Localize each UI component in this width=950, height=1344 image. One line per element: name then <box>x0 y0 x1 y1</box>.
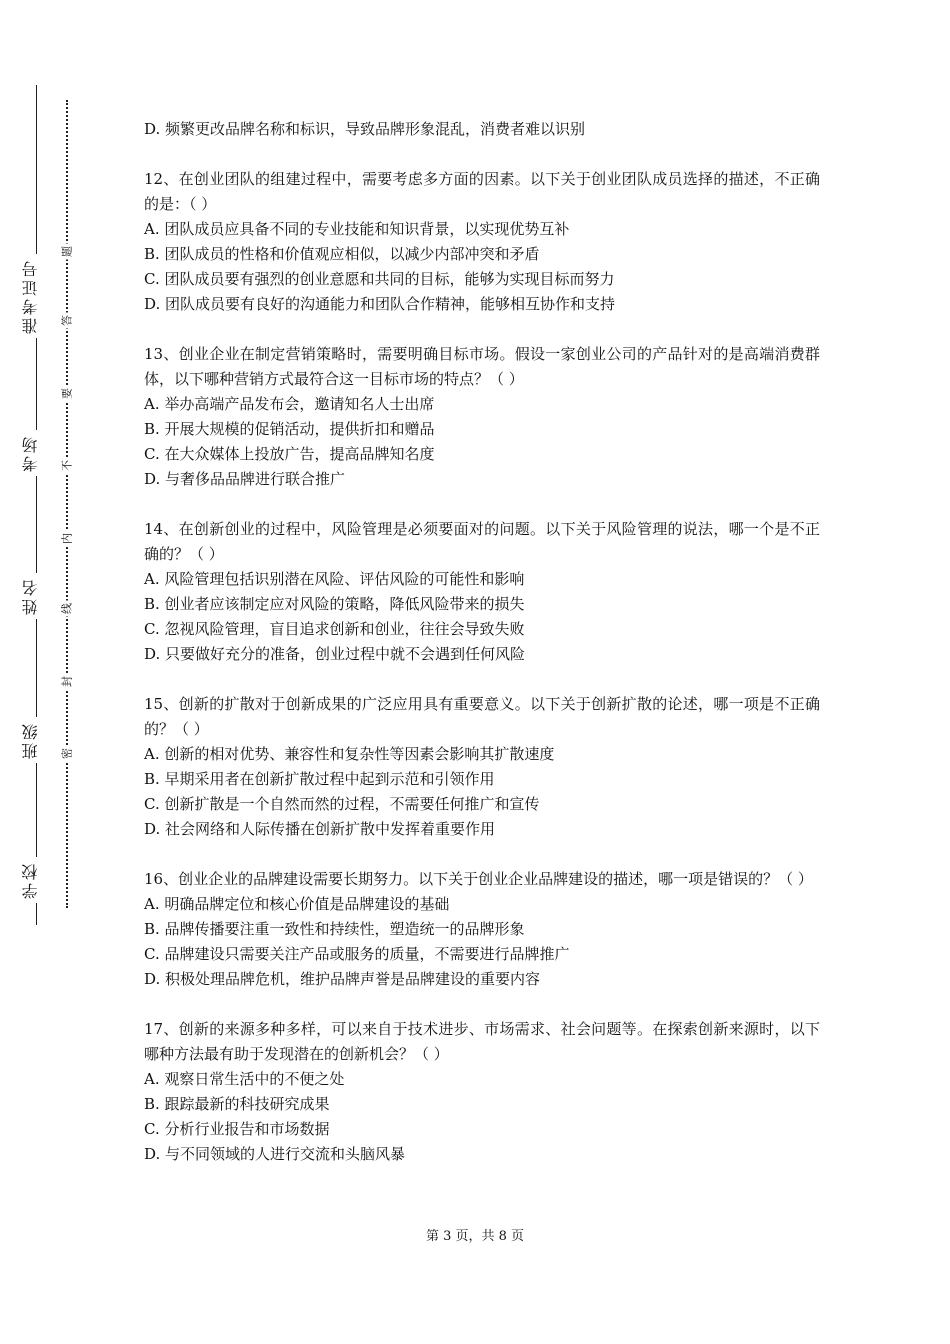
option-d: D. 只要做好充分的准备，创业过程中就不会遇到任何风险 <box>144 645 526 663</box>
question-13 <box>144 342 820 492</box>
exam-room-label: 考场 <box>22 430 50 476</box>
seal-word: 封 <box>60 674 75 690</box>
class-label: 班级 <box>22 717 50 763</box>
option-d: D. 社会网络和人际传播在创新扩散中发挥着重要作用 <box>144 820 496 838</box>
question-stem: 14、在创新创业的过程中，风险管理是必须要面对的问题。以下关于风险管理的说法，哪一个是不正确的？（ ） <box>144 520 820 563</box>
option-b: B. 早期采用者在创新扩散过程中起到示范和引领作用 <box>144 770 495 788</box>
question-14 <box>144 517 820 667</box>
school-label: 学校 <box>22 857 50 903</box>
seal-word: 要 <box>60 386 75 402</box>
question-16 <box>144 867 820 992</box>
question-stem: 12、在创业团队的组建过程中，需要考虑多方面的因素。以下关于创业团队成员选择的描述，不正确的是：（ ） <box>144 170 820 213</box>
option-c: C. 团队成员要有强烈的创业意愿和共同的目标，能够为实现目标而努力 <box>144 270 615 288</box>
binding-margin <box>0 0 100 1344</box>
option-a: A. 举办高端产品发布会，邀请知名人士出席 <box>144 395 435 413</box>
option-b: B. 创业者应该制定应对风险的策略，降低风险带来的损失 <box>144 595 525 613</box>
student-name-label: 姓名 <box>22 573 50 619</box>
margin-dotted-line <box>66 100 68 908</box>
question-stem: 17、创新的来源多种多样，可以来自于技术进步、市场需求、社会问题等。在探索创新来源时，以下哪种方法最有助于发现潜在的创新机会？（ ） <box>144 1020 820 1063</box>
seal-word: 线 <box>60 601 75 617</box>
option-c: C. 在大众媒体上投放广告，提高品牌知名度 <box>144 445 435 463</box>
question-stem: 16、创业企业的品牌建设需要长期努力。以下关于创业企业品牌建设的描述，哪一项是错误的？（ ） <box>144 870 813 888</box>
exam-content <box>144 117 820 1192</box>
option-d: D. 与奢侈品品牌进行联合推广 <box>144 470 346 488</box>
question-17 <box>144 1017 820 1167</box>
seal-word: 题 <box>60 244 75 260</box>
page-number: 第 3 页，共 8 页 <box>425 1229 525 1244</box>
seal-word: 密 <box>60 746 75 762</box>
option-b: B. 品牌传播要注重一致性和持续性，塑造统一的品牌形象 <box>144 920 525 938</box>
seal-word: 不 <box>60 458 75 474</box>
option-a: A. 团队成员应具备不同的专业技能和知识背景，以实现优势互补 <box>144 220 570 238</box>
option-c: C. 分析行业报告和市场数据 <box>144 1120 330 1138</box>
option-a: A. 创新的相对优势、兼容性和复杂性等因素会影响其扩散速度 <box>144 745 555 763</box>
option-d: D. 与不同领域的人进行交流和头脑风暴 <box>144 1145 406 1163</box>
exam-number-label: 准考证号 <box>22 254 50 338</box>
question-stem: 13、创业企业在制定营销策略时，需要明确目标市场。假设一家创业公司的产品针对的是高端消费群体，以下哪种营销方式最符合这一目标市场的特点？（ ） <box>144 345 820 388</box>
option-c: C. 品牌建设只需要关注产品或服务的质量，不需要进行品牌推广 <box>144 945 570 963</box>
question-stem: 15、创新的扩散对于创新成果的广泛应用具有重要意义。以下关于创新扩散的论述，哪一项是不正确的？（ ） <box>144 695 820 738</box>
option-c: C. 创新扩散是一个自然而然的过程，不需要任何推广和宣传 <box>144 795 540 813</box>
option-b: B. 团队成员的性格和价值观应相似，以减少内部冲突和矛盾 <box>144 245 540 263</box>
option-b: B. 跟踪最新的科技研究成果 <box>144 1095 330 1113</box>
option-b: B. 开展大规模的促销活动，提供折扣和赠品 <box>144 420 435 438</box>
seal-word: 内 <box>60 531 75 547</box>
option-c: C. 忽视风险管理，盲目追求创新和创业，往往会导致失败 <box>144 620 525 638</box>
option-d: D. 积极处理品牌危机，维护品牌声誉是品牌建设的重要内容 <box>144 970 541 988</box>
question-11-tail <box>144 117 820 142</box>
option-d: D. 团队成员要有良好的沟通能力和团队合作精神，能够相互协作和支持 <box>144 295 616 313</box>
option-a: A. 明确品牌定位和核心价值是品牌建设的基础 <box>144 895 450 913</box>
question-12 <box>144 167 820 317</box>
margin-solid-line <box>36 85 37 925</box>
option-a: A. 风险管理包括识别潜在风险、评估风险的可能性和影响 <box>144 570 525 588</box>
question-15 <box>144 692 820 842</box>
option-line: D. 频繁更改品牌名称和标识，导致品牌形象混乱，消费者难以识别 <box>144 120 586 138</box>
option-a: A. 观察日常生活中的不便之处 <box>144 1070 345 1088</box>
seal-word: 答 <box>60 313 75 329</box>
